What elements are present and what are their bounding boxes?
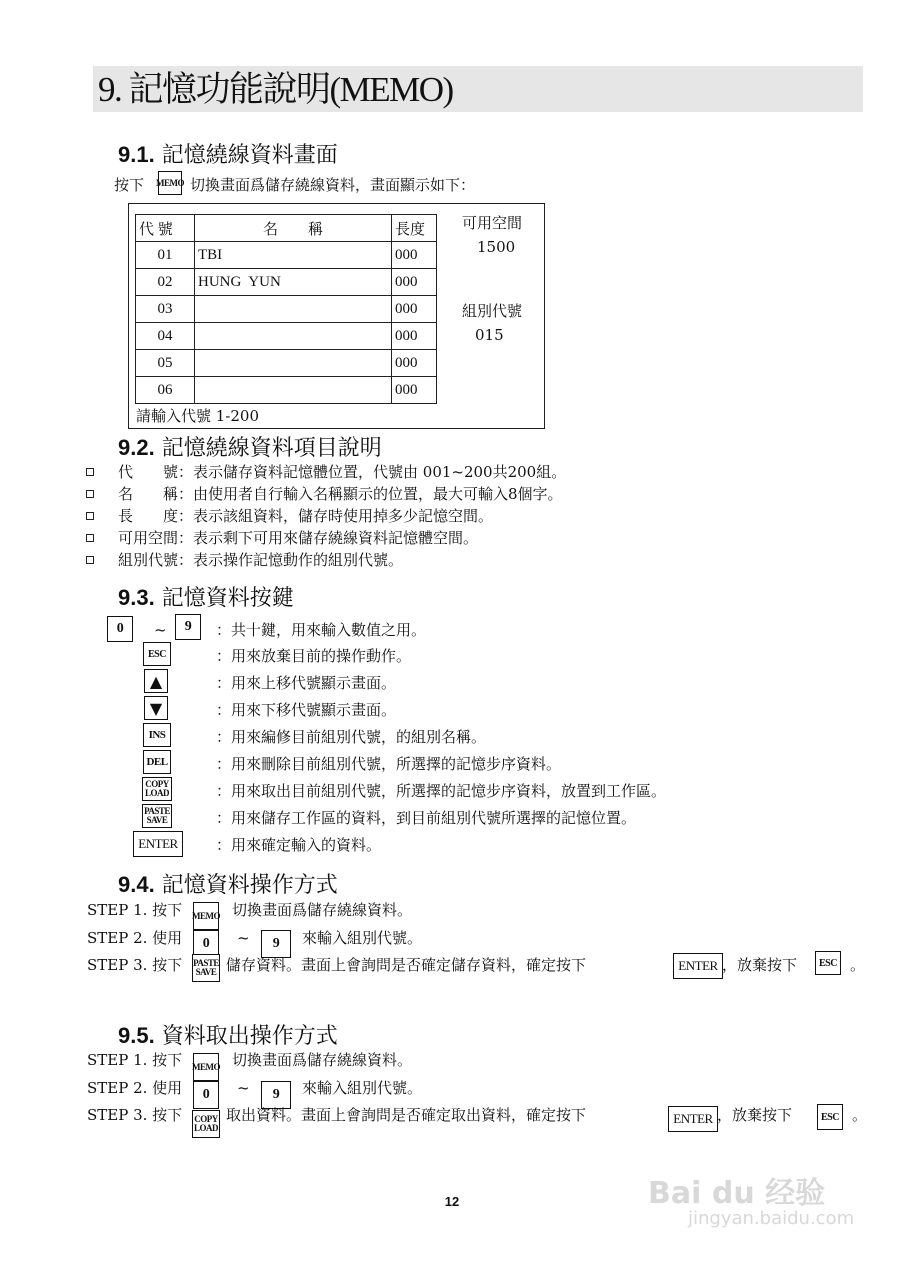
key-del: DEL <box>143 750 171 774</box>
tilde: ~ <box>237 1079 250 1097</box>
section-number: 9.5. <box>118 1023 155 1048</box>
section-9-1-heading <box>118 142 338 169</box>
step-1-label: STEP 1. 按下 <box>87 1051 183 1069</box>
copy-label: COPY <box>194 1114 218 1124</box>
header-length: 長度 <box>392 215 437 242</box>
table-row <box>136 242 437 269</box>
key-desc: ：用來確定輸入的資料。 <box>216 836 382 854</box>
row-name <box>195 350 392 377</box>
down-arrow-icon: ▼ <box>144 696 168 720</box>
section-9-4-heading <box>118 872 338 899</box>
step-3-label: STEP 3. 按下 <box>87 1106 183 1124</box>
step-2-label: STEP 2. 使用 <box>87 929 183 947</box>
key-paste-save <box>192 954 220 982</box>
section-number: 9.4. <box>118 872 155 897</box>
header-code: 代 號 <box>136 215 195 242</box>
screen-prompt: 請輸入代號 1-200 <box>136 407 260 425</box>
table-header-row <box>136 215 437 242</box>
step-3-text: 取出資料。畫面上會詢問是否確定取出資料，確定按下 <box>226 1106 587 1124</box>
section-title: 記憶繞線資料畫面 <box>161 143 338 168</box>
memo-key: MEMO <box>193 1053 219 1081</box>
row-code: 06 <box>136 377 195 404</box>
step-3-text-2: ，放棄按下 <box>722 956 798 974</box>
key-desc: ：用來編修目前組別代號，的組別名稱。 <box>216 728 487 746</box>
section-number: 9.1. <box>118 142 155 167</box>
list-item: 組別代號：表示操作記憶動作的組別代號。 <box>118 551 404 569</box>
step-3-end: 。 <box>852 1106 868 1124</box>
key-desc: ：用來上移代號顯示畫面。 <box>216 674 397 692</box>
memo-key: MEMO <box>193 902 219 930</box>
key-copy-load <box>192 1110 220 1138</box>
key-0: 0 <box>193 1081 219 1109</box>
group-value: 015 <box>475 326 504 344</box>
save-label: SAVE <box>146 815 168 825</box>
memo-key: MEMO <box>158 171 182 195</box>
key-desc: ：用來下移代號顯示畫面。 <box>216 701 397 719</box>
paste-label: PASTE <box>193 958 219 968</box>
section-number: 9.2. <box>118 435 155 460</box>
step-2-text: 來輸入組別代號。 <box>302 929 423 947</box>
bullet-icon <box>86 468 94 476</box>
row-code: 04 <box>136 323 195 350</box>
row-length: 000 <box>392 242 437 269</box>
key-9: 9 <box>261 1081 291 1109</box>
row-name <box>195 296 392 323</box>
section-9-5-heading <box>118 1023 338 1050</box>
step-2-text: 來輸入組別代號。 <box>302 1079 423 1097</box>
row-length: 000 <box>392 377 437 404</box>
step-3-label: STEP 3. 按下 <box>87 956 183 974</box>
bullet-icon <box>86 556 94 564</box>
bullet-icon <box>86 534 94 542</box>
row-length: 000 <box>392 269 437 296</box>
load-label: LOAD <box>193 1123 218 1133</box>
load-label: LOAD <box>144 788 169 798</box>
key-esc: ESC <box>143 642 171 666</box>
step-3-text: 儲存資料。畫面上會詢問是否確定儲存資料，確定按下 <box>226 956 587 974</box>
step-1-text: 切換畫面爲儲存繞線資料。 <box>232 1051 413 1069</box>
tilde: ~ <box>237 929 250 947</box>
table-row <box>136 350 437 377</box>
chapter-title: 9. 記憶功能說明(MEMO) <box>98 70 453 109</box>
row-length: 000 <box>392 350 437 377</box>
paste-label: PASTE <box>144 806 170 816</box>
row-code: 05 <box>136 350 195 377</box>
bullet-icon <box>86 512 94 520</box>
table-row <box>136 323 437 350</box>
key-esc: ESC <box>817 1104 843 1130</box>
key-enter: ENTER <box>673 953 723 979</box>
list-item: 名 稱：由使用者自行輸入名稱顯示的位置，最大可輸入8個字。 <box>118 485 563 503</box>
section-title: 記憶資料按鍵 <box>161 586 294 611</box>
up-arrow-icon: ▲ <box>144 669 168 693</box>
key-desc: ：用來取出目前組別代號，所選擇的記憶步序資料，放置到工作區。 <box>216 782 667 800</box>
section-title: 記憶資料操作方式 <box>161 873 338 898</box>
copy-label: COPY <box>145 779 169 789</box>
list-item: 可用空間：表示剩下可用來儲存繞線資料記憶體空間。 <box>118 529 479 547</box>
list-item: 長 度：表示該組資料，儲存時使用掉多少記憶空間。 <box>118 507 494 525</box>
key-desc: ：用來刪除目前組別代號，所選擇的記憶步序資料。 <box>216 755 562 773</box>
step-1-label: STEP 1. 按下 <box>87 901 183 919</box>
key-desc: ：用來放棄目前的操作動作。 <box>216 647 412 665</box>
step-3-text-2: ，放棄按下 <box>717 1106 793 1124</box>
key-copy-load <box>142 777 172 801</box>
watermark-brand: Bai du 经验 <box>648 1176 826 1211</box>
row-name <box>195 323 392 350</box>
key-desc: ：共十鍵，用來輸入數值之用。 <box>216 621 427 639</box>
key-paste-save <box>142 804 172 828</box>
bullet-icon <box>86 490 94 498</box>
row-name <box>195 377 392 404</box>
step-3-end: 。 <box>850 956 866 974</box>
key-ins: INS <box>143 723 171 747</box>
key-enter: ENTER <box>668 1106 718 1132</box>
avail-value: 1500 <box>477 238 516 256</box>
key-desc: ：用來儲存工作區的資料，到目前組別代號所選擇的記憶位置。 <box>216 809 637 827</box>
key-0: 0 <box>107 616 133 642</box>
row-length: 000 <box>392 323 437 350</box>
s1-intro-before: 按下 <box>114 176 145 194</box>
key-9: 9 <box>261 930 291 958</box>
step-2-label: STEP 2. 使用 <box>87 1079 183 1097</box>
row-code: 01 <box>136 242 195 269</box>
list-item: 代 號：表示儲存資料記憶體位置，代號由 001~200共200組。 <box>118 463 567 481</box>
header-name: 名 稱 <box>195 215 392 242</box>
table-row <box>136 269 437 296</box>
row-code: 03 <box>136 296 195 323</box>
row-name: HUNG YUN <box>195 269 392 296</box>
key-enter: ENTER <box>133 831 183 857</box>
memo-table <box>135 214 437 404</box>
key-9: 9 <box>175 614 201 640</box>
section-9-3-heading <box>118 585 294 612</box>
key-esc: ESC <box>815 951 841 975</box>
key-0: 0 <box>193 930 219 958</box>
step-1-text: 切換畫面爲儲存繞線資料。 <box>232 901 413 919</box>
row-length: 000 <box>392 296 437 323</box>
table-row <box>136 377 437 404</box>
section-9-2-heading <box>118 435 382 462</box>
avail-label: 可用空間 <box>462 214 523 232</box>
section-title: 資料取出操作方式 <box>161 1024 338 1049</box>
group-label: 組別代號 <box>462 302 523 320</box>
tilde: ~ <box>154 621 167 639</box>
save-label: SAVE <box>195 967 217 977</box>
row-name: TBI <box>195 242 392 269</box>
page-number: 12 <box>444 1194 460 1209</box>
s1-intro-after: 切換畫面爲儲存繞線資料，畫面顯示如下： <box>190 176 476 194</box>
table-row <box>136 296 437 323</box>
section-number: 9.3. <box>118 585 155 610</box>
row-code: 02 <box>136 269 195 296</box>
watermark-url: jingyan.baidu.com <box>688 1208 855 1229</box>
section-title: 記憶繞線資料項目說明 <box>161 436 382 461</box>
